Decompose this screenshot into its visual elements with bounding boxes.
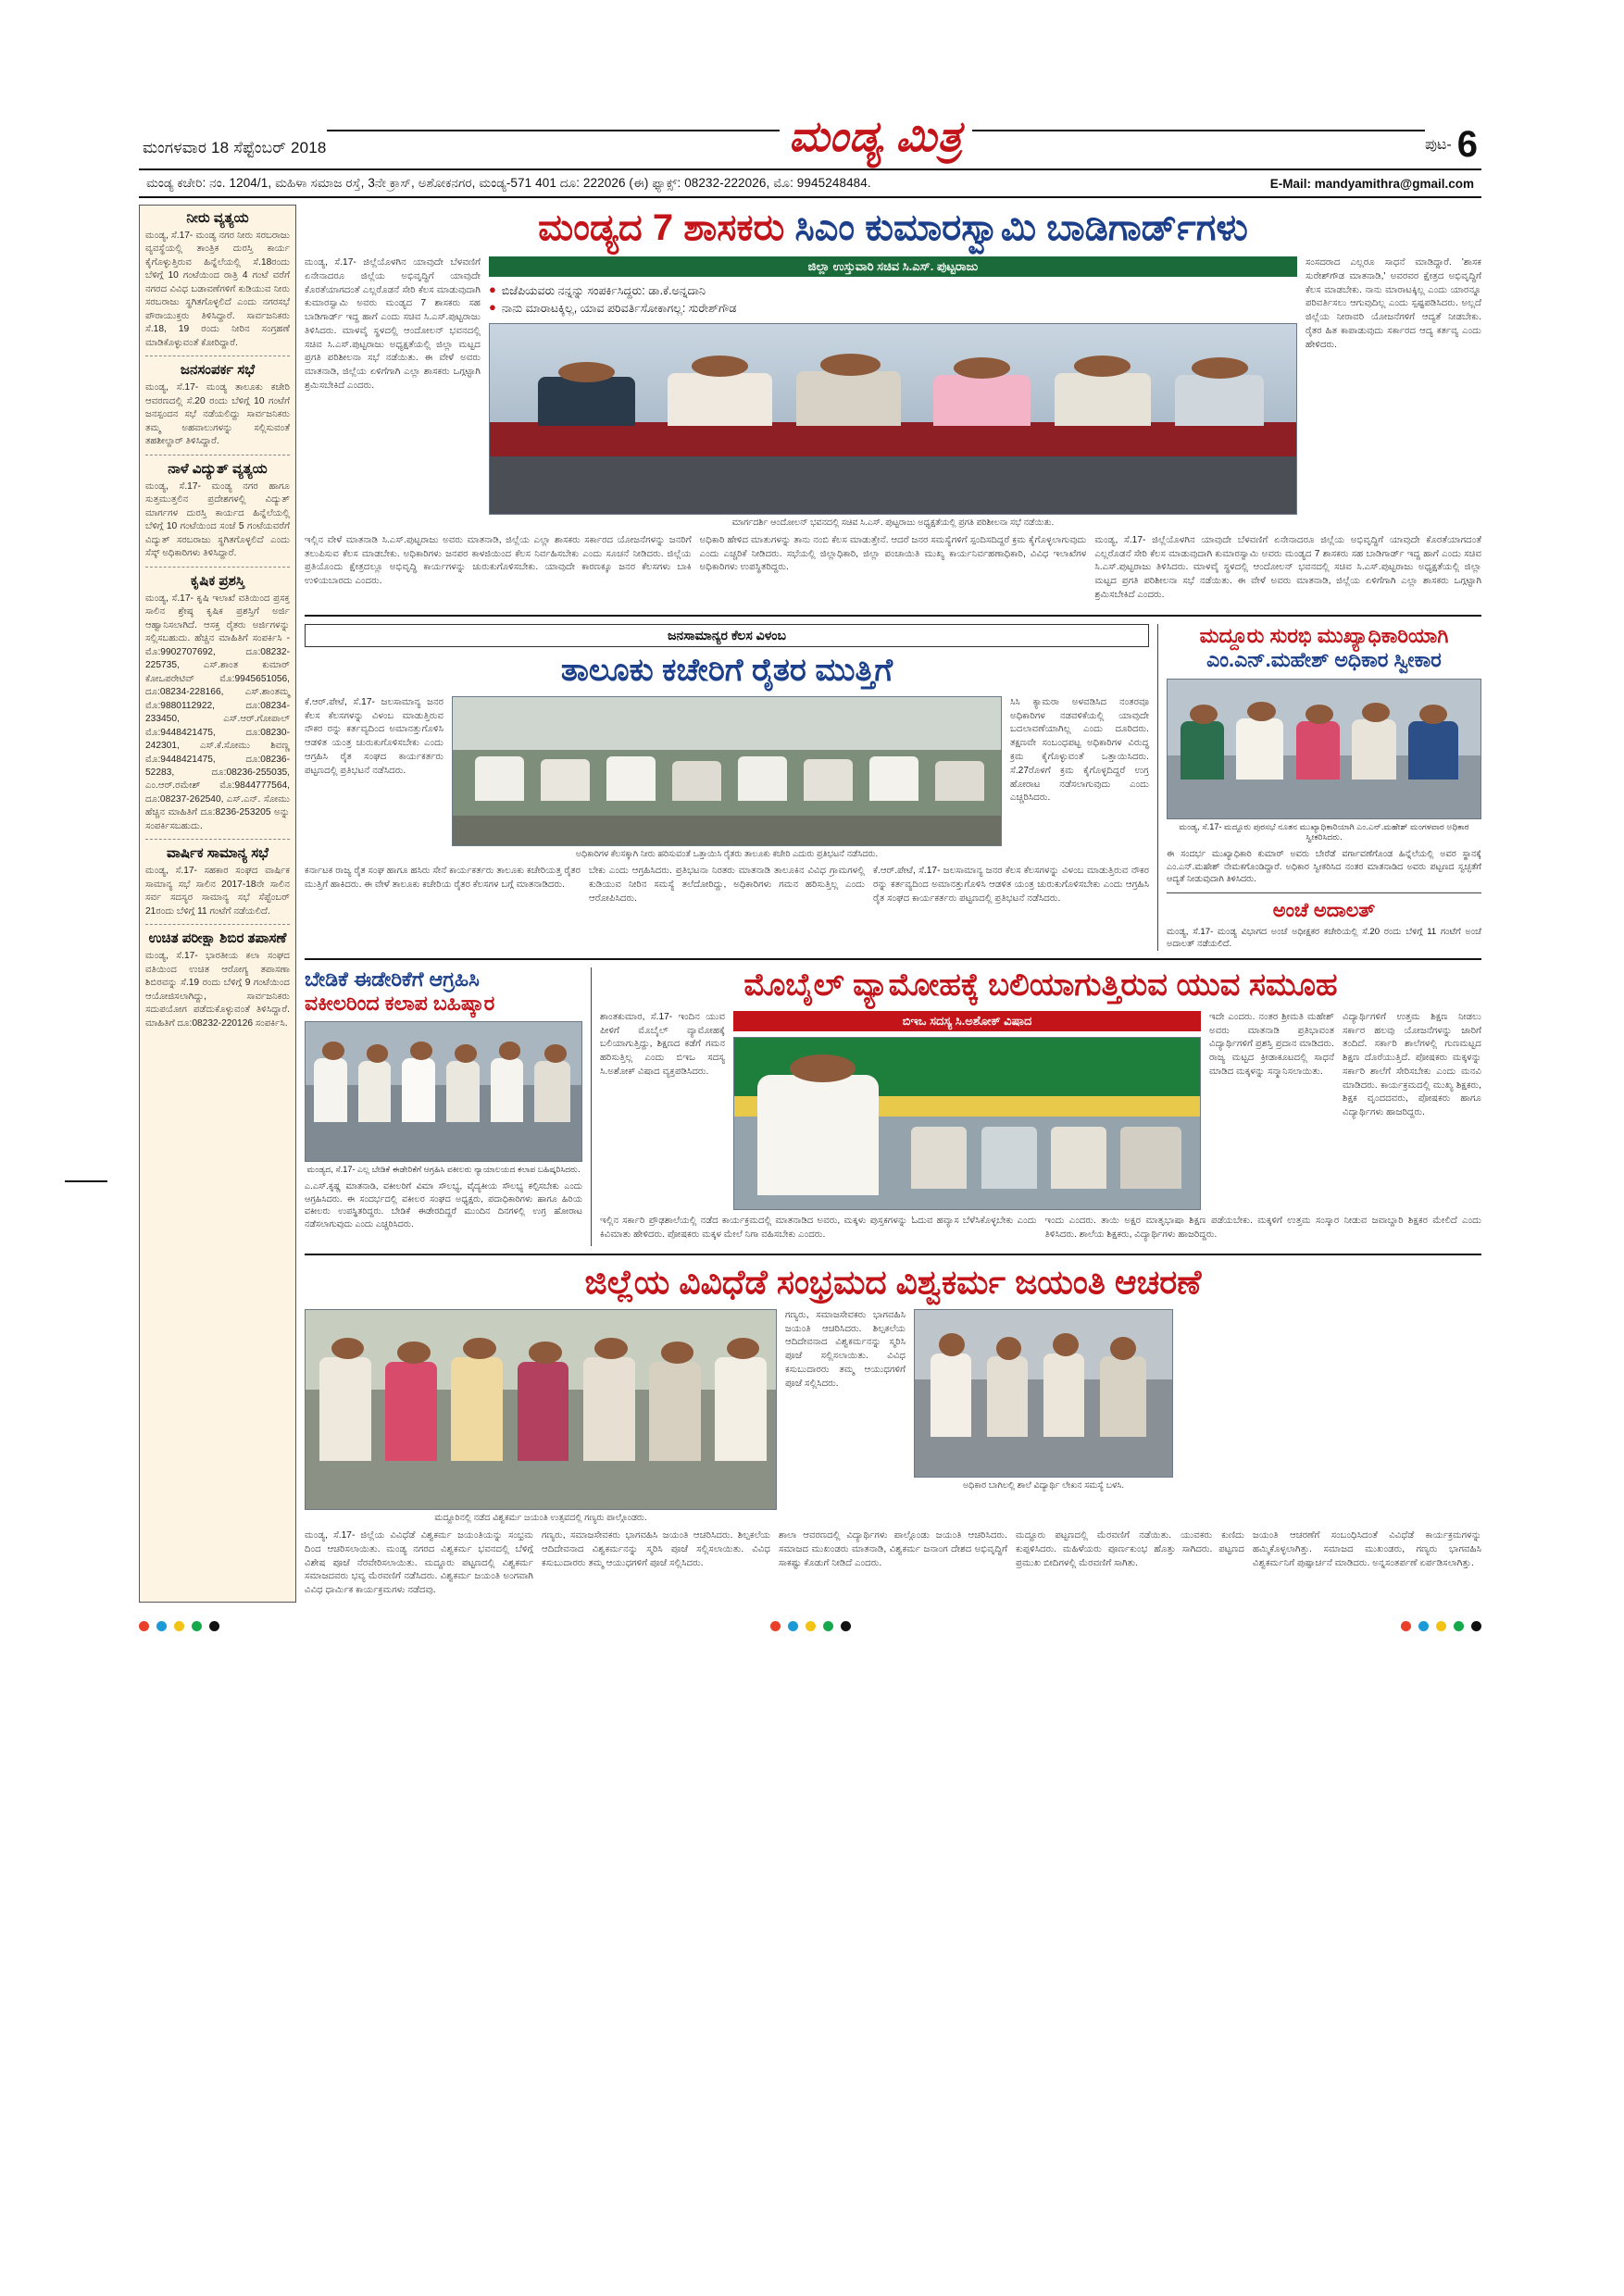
- lead-col-1: [305, 256, 481, 398]
- brief-body: ಮಂಡ್ಯ, ಸೆ.17- ಭಾರತೀಯ ಕಲಾ ಸಂಘದ ವತಿಯಿಂದ ಉಚಿತ ಆರೋಗ್ಯ ತಪಾಸಣಾ ಶಿಬಿರವನ್ನು ಸೆ.19 ರಂದು ಬೆಳಿಗ್ಗೆ 9 ಗಂಟೆಯಿಂದ ಆಯೋಜಿಸಲಾಗಿದ್ದು, ಸಾರ್ವಜನಿಕರು ಸದುಪಯೋಗ ಪಡೆದುಕೊಳ್ಳುವಂತೆ ತಿಳಿಸಿದ್ದಾರೆ. ಮಾಹಿತಿಗೆ ದೂ:08232-220126 ಸಂಪರ್ಕಿಸಿ.: [145, 951, 290, 1029]
- registration-dots-center: [770, 1612, 851, 1631]
- taluk-banner: ಜನಸಾಮಾನ್ಯರ ಕೆಲಸ ವಿಳಂಬ: [305, 624, 1149, 647]
- vishwakarma-col-a: [785, 1309, 906, 1396]
- vishwakarma-col-2-text: ಗಣ್ಯರು, ಸಮಾಜಸೇವಕರು ಭಾಗವಹಿಸಿ ಜಯಂತಿ ಆಚರಿಸಿದರು. ಶಿಲ್ಪಕಲೆಯ ಆದಿದೇವನಾದ ವಿಶ್ವಕರ್ಮನನ್ನು ಸ್ಮರಿಸಿ ಪೂಜೆ ಸಲ್ಲಿಸಲಾಯಿತು. ವಿವಿಧ ಕಸುಬುದಾರರು ತಮ್ಮ ಆಯುಧಗಳಿಗೆ ಪೂಜೆ ಸಲ್ಲಿಸಿದರು.: [542, 1530, 770, 1568]
- lead-col-1-text: ಮಂಡ್ಯ, ಸೆ.17- ಜಿಲ್ಲೆಯೊಳಗಿನ ಯಾವುದೇ ಬೆಳವಣಿಗೆ ಏನೇನಾದರೂ ಜಿಲ್ಲೆಯ ಅಭಿವೃದ್ಧಿಗೆ ಯಾವುದೇ ಕೊರತೆಯಾಗದಂತೆ ಎಲ್ಲರೊಡನೆ ಸೇರಿ ಕೆಲಸ ಮಾಡುವುದಾಗಿ ಕುಮಾರಸ್ವಾಮಿ ಅವರು ಮಂಡ್ಯದ 7 ಶಾಸಕರು ಸಹ ಬಾಡಿಗಾರ್ಡ್ ಇದ್ದ ಹಾಗೆ ಎಂದು ಸಚಿವ ಸಿ.ಎಸ್.ಪುಟ್ಟರಾಜು ತಿಳಿಸಿದರು. ಮಾಳವೈ ಸ್ಥಳದಲ್ಲಿ ಆಂದೋಲನ್ ಭವನದಲ್ಲಿ ಸಚಿವ ಸಿ.ಎಸ್.ಪುಟ್ಟರಾಜು ಅಧ್ಯಕ್ಷತೆಯಲ್ಲಿ ಜಿಲ್ಲಾ ಮಟ್ಟದ ಪ್ರಗತಿ ಪರಿಶೀಲನಾ ಸಭೆ ನಡೆಯಿತು. ಈ ವೇಳೆ ಅವರು ಮಾತನಾಡಿ, ಜಿಲ್ಲೆಯ ಏಳಿಗೆಗಾಗಿ ಎಲ್ಲಾ ಶಾಸಕರು ಒಗ್ಗಟ್ಟಾಗಿ ಶ್ರಮಿಸಬೇಕಿದೆ ಎಂದರು.: [305, 257, 481, 392]
- vishwakarma-headline: [305, 1263, 1481, 1301]
- mobile-col-2: [600, 1215, 1037, 1247]
- registration-dots-left: [139, 1612, 219, 1631]
- vishwakarma-col-a-text: ಗಣ್ಯರು, ಸಮಾಜಸೇವಕರು ಭಾಗವಹಿಸಿ ಜಯಂತಿ ಆಚರಿಸಿದರು. ಶಿಲ್ಪಕಲೆಯ ಆದಿದೇವನಾದ ವಿಶ್ವಕರ್ಮನನ್ನು ಸ್ಮರಿಸಿ ಪೂಜೆ ಸಲ್ಲಿಸಲಾಯಿತು. ವಿವಿಧ ಕಸುಬುದಾರರು ತಮ್ಮ ಆಯುಧಗಳಿಗೆ ಪೂಜೆ ಸಲ್ಲಿಸಿದರು.: [785, 1309, 906, 1389]
- lead-story: [305, 206, 1481, 607]
- brief-item: [145, 573, 290, 841]
- brief-title: ವಾರ್ಷಿಕ ಸಾಮಾನ್ಯ ಸಭೆ: [166, 845, 269, 862]
- brief-body: ಮಂಡ್ಯ, ಸೆ.17- ಕೃಷಿ ಇಲಾಖೆ ವತಿಯಿಂದ ಪ್ರಸಕ್ತ ಸಾಲಿನ ಶ್ರೇಷ್ಠ ಕೃಷಿಕ ಪ್ರಶಸ್ತಿಗೆ ಅರ್ಜಿ ಆಹ್ವಾನಿಸಲಾಗಿದೆ. ಆಸಕ್ತ ರೈತರು ಅರ್ಜಿಗಳನ್ನು ಸಲ್ಲಿಸಬಹುದು. ಹೆಚ್ಚಿನ ಮಾಹಿತಿಗೆ ಸಂಪರ್ಕಿಸಿ - ಮೊ:9902707692, ದೂ:08232-225735, ಎಸ್.ಶಾಂತ ಕುಮಾರ್ ಕೋಒಪರೇಟಿವ್ ಮೊ:9945651056, ದೂ:08234-228166, ಎಸ್.ಶಾಂತಮ್ಮ ಮೊ:9880112922, ದೂ:08234-233450, ಎಸ್.ಆರ್.ಗೋಪಾಲ್ ಮೊ:9448421475, ದೂ:08230-242301, ಎಸ್.ಕೆ.ಸೋಮು ಶಿವಣ್ಣ ಮೊ:9448421475, ದೂ:08236-52283, ದೂ:08236-255035, ಎಂ.ಆರ್.ರಮೇಶ್ ಮೊ:9844777564, ದೂ:08237-262540, ಎಸ್.ಎನ್. ಸೋಮು ಹೆಚ್ಚಿನ ಮಾಹಿತಿಗೆ ದೂ:8236-253205 ಅನ್ನು ಸಂಪರ್ಕಿಸಬಹುದು.: [145, 593, 290, 831]
- lead-bullet-item: [489, 300, 1297, 318]
- lead-col-3-text: ಅಧಿಕಾರಿ ಹೇಳಿದ ಮಾತುಗಳನ್ನು ತಾನು ನಂಬಿ ಕೆಲಸ ಮಾಡುತ್ತೇನೆ. ಆದರೆ ಜನರ ಸಮಸ್ಯೆಗಳಿಗೆ ಸ್ಪಂದಿಸದಿದ್ದರೆ ಕ್ರಮ ಕೈಗೊಳ್ಳಲಾಗುವುದು ಎಂದು ಎಚ್ಚರಿಕೆ ನೀಡಿದರು. ಸಭೆಯಲ್ಲಿ ಜಿಲ್ಲಾಧಿಕಾರಿ, ಜಿಲ್ಲಾ ಪಂಚಾಯಿತಿ ಮುಖ್ಯ ಕಾರ್ಯನಿರ್ವಹಣಾಧಿಕಾರಿ, ವಿವಿಧ ಇಲಾಖೆಗಳ ಅಧಿಕಾರಿಗಳು ಉಪಸ್ಥಿತರಿದ್ದರು.: [699, 534, 1087, 573]
- mobile-headline-text: ಮೊಬೈಲ್ ವ್ಯಾಮೋಹಕ್ಕೆ ಬಲಿಯಾಗುತ್ತಿರುವ ಯುವ ಸಮೂಹ: [743, 967, 1338, 1003]
- taluk-headline-text: ತಾಲೂಕು ಕಚೇರಿಗೆ ರೈತರ ಮುತ್ತಿಗೆ: [560, 652, 893, 688]
- brief-item: [145, 362, 290, 455]
- bedike-headline-line1: ಬೇಡಿಕೆ ಈಡೇರಿಕೆಗೆ ಆಗ್ರಹಿಸಿ: [305, 967, 480, 991]
- lead-photo-caption: ಮಾರ್ಗದರ್ಶಿ ಆಂದೋಲನ್ ಭವನದಲ್ಲಿ ಸಚಿವ ಸಿ.ಎಸ್. ಪುಟ್ಟರಾಜು ಅಧ್ಯಕ್ಷತೆಯಲ್ಲಿ ಪ್ರಗತಿ ಪರಿಶೀಲನಾ ಸಭೆ ನಡೆಯಿತು.: [731, 517, 1055, 528]
- mahesh-headline-line2: ಎಂ.ಎನ್.ಮಹೇಶ್ ಅಧಿಕಾರ ಸ್ವೀಕಾರ: [1206, 648, 1442, 672]
- mobile-col-3-text: ಇಂದು ಎಂದರು. ತಾಯಿ ಅಕ್ಷರ ಮಾತೃಭಾಷಾ ಶಿಕ್ಷಣ ಪಡೆಯಬೇಕು. ಮಕ್ಕಳಿಗೆ ಉತ್ತಮ ಸಂಸ್ಕಾರ ನೀಡುವ ಜವಾಬ್ದಾರಿ ಶಿಕ್ಷಕರ ಮೇಲಿದೆ ಎಂದು ತಿಳಿಸಿದರು. ಶಾಲೆಯ ಶಿಕ್ಷಕರು, ವಿದ್ಯಾರ್ಥಿಗಳು ಹಾಜರಿದ್ದರು.: [1044, 1215, 1481, 1240]
- page-body: [139, 205, 1481, 1603]
- vishwakarma-col-3-text: ಶಾಲಾ ಆವರಣದಲ್ಲಿ ವಿದ್ಯಾರ್ಥಿಗಳು ಪಾಲ್ಗೊಂಡು ಜಯಂತಿ ಆಚರಿಸಿದರು. ಸಮಾಜದ ಮುಖಂಡರು ಮಾತನಾಡಿ, ವಿಶ್ವಕರ್ಮ ಜನಾಂಗ ದೇಶದ ಅಭಿವೃದ್ಧಿಗೆ ಸಾಕಷ್ಟು ಕೊಡುಗೆ ನೀಡಿದೆ ಎಂದರು.: [779, 1530, 1007, 1568]
- mobile-col-1: [600, 1011, 725, 1084]
- vishwakarma-col-4-text: ಮದ್ದೂರು ಪಟ್ಟಣದಲ್ಲಿ ಮೆರವಣಿಗೆ ನಡೆಯಿತು. ಯುವಕರು ಕುಣಿದು ಕುಪ್ಪಳಿಸಿದರು. ಮಹಿಳೆಯರು ಪೂರ್ಣಕುಂಭ ಹೊತ್ತು ಸಾಗಿದರು. ಪಟ್ಟಣದ ಪ್ರಮುಖ ಬೀದಿಗಳಲ್ಲಿ ಮೆರವಣಿಗೆ ಸಾಗಿತು.: [1016, 1530, 1244, 1568]
- lead-bullet-item: [489, 282, 1297, 300]
- page-indicator: [1424, 124, 1478, 165]
- story-taluk: [305, 624, 1149, 951]
- masthead-center: [327, 111, 1425, 163]
- brief-title: ಕೃಷಿಕ ಪ್ರಶಸ್ತಿ: [190, 572, 245, 589]
- taluk-col-2-text: ಕರ್ನಾಟಕ ರಾಜ್ಯ ರೈತ ಸಂಘ ಹಾಗೂ ಹಸಿರು ಸೇನೆ ಕಾರ್ಯಕರ್ತರು ತಾಲೂಕು ಕಚೇರಿಯತ್ತ ರೈತರ ಮುತ್ತಿಗೆ ಹಾಕಿದರು. ಈ ವೇಳೆ ತಾಲೂಕು ಕಚೇರಿಯ ರೈತರ ಕೆಲಸಗಳ ಬಗ್ಗೆ ಮಾತನಾಡಿದರು.: [305, 866, 581, 890]
- lead-col-5-text: ಮಂಡ್ಯ, ಸೆ.17- ಜಿಲ್ಲೆಯೊಳಗಿನ ಯಾವುದೇ ಬೆಳವಣಿಗೆ ಏನೇನಾದರೂ ಜಿಲ್ಲೆಯ ಅಭಿವೃದ್ಧಿಗೆ ಯಾವುದೇ ಕೊರತೆಯಾಗದಂತೆ ಎಲ್ಲರೊಡನೆ ಸೇರಿ ಕೆಲಸ ಮಾಡುವುದಾಗಿ ಕುಮಾರಸ್ವಾಮಿ ಅವರು ಮಂಡ್ಯದ 7 ಶಾಸಕರು ಸಹ ಬಾಡಿಗಾರ್ಡ್ ಇದ್ದ ಹಾಗೆ ಎಂದು ಸಚಿವ ಸಿ.ಎಸ್.ಪುಟ್ಟರಾಜು ತಿಳಿಸಿದರು. ಮಾಳವೈ ಸ್ಥಳದಲ್ಲಿ ಆಂದೋಲನ್ ಭವನದಲ್ಲಿ ಸಚಿವ ಸಿ.ಎಸ್.ಪುಟ್ಟರಾಜು ಅಧ್ಯಕ್ಷತೆಯಲ್ಲಿ ಜಿಲ್ಲಾ ಮಟ್ಟದ ಪ್ರಗತಿ ಪರಿಶೀಲನಾ ಸಭೆ ನಡೆಯಿತು. ಈ ವೇಳೆ ಅವರು ಮಾತನಾಡಿ, ಜಿಲ್ಲೆಯ ಏಳಿಗೆಗಾಗಿ ಎಲ್ಲಾ ಶಾಸಕರು ಒಗ್ಗಟ್ಟಾಗಿ ಶ್ರಮಿಸಬೇಕಿದೆ ಎಂದರು.: [1094, 534, 1482, 600]
- taluk-col-2: [305, 865, 581, 910]
- brief-body: ಮಂಡ್ಯ, ಸೆ.17- ಸಹಕಾರ ಸಂಘದ ವಾರ್ಷಿಕ ಸಾಮಾನ್ಯ ಸಭೆ ಸಾಲಿನ 2017-18ನೇ ಸಾಲಿನ ಸರ್ವ ಸದಸ್ಯರ ಸಾಮಾನ್ಯ ಸಭೆ ಸೆಪ್ಟೆಂಬರ್ 21ರಂದು ಬೆಳಿಗ್ಗೆ 11 ಗಂಟೆಗೆ ನಡೆಯಲಿದೆ.: [145, 866, 290, 917]
- mobile-headline: [600, 967, 1481, 1004]
- vishwakarma-headline-text: ಜಿಲ್ಲೆಯ ವಿವಿಧೆಡೆ ಸಂಭ್ರಮದ ವಿಶ್ವಕರ್ಮ ಜಯಂತಿ ಆಚರಣೆ: [584, 1263, 1202, 1302]
- taluk-col-3-text: ಬೇಕು ಎಂದು ಆಗ್ರಹಿಸಿದರು. ಪ್ರತಿಭಟನಾ ನಿರತರು ಮಾತನಾಡಿ ತಾಲೂಕಿನ ವಿವಿಧ ಗ್ರಾಮಗಳಲ್ಲಿ ಕುಡಿಯುವ ನೀರಿನ ಸಮಸ್ಯೆ ತಲೆದೋರಿದ್ದು, ಅಧಿಕಾರಿಗಳು ಗಮನ ಹರಿಸುತ್ತಿಲ್ಲ ಎಂದು ಆರೋಪಿಸಿದರು.: [589, 866, 865, 904]
- section-divider: [305, 615, 1481, 617]
- vishwakarma-col-3: [779, 1529, 1007, 1603]
- brief-body: ಮಂಡ್ಯ, ಸೆ.17- ಮಂಡ್ಯ ನಗರ ಹಾಗೂ ಸುತ್ತಮುತ್ತಲಿನ ಪ್ರದೇಶಗಳಲ್ಲಿ ವಿದ್ಯುತ್ ಮಾರ್ಗಗಳ ದುರಸ್ತಿ ಕಾರ್ಯದ ಹಿನ್ನೆಲೆಯಲ್ಲಿ ಬೆಳಿಗ್ಗೆ 10 ಗಂಟೆಯಿಂದ ಸಂಜೆ 5 ಗಂಟೆಯವರೆಗೆ ವಿದ್ಯುತ್ ಸರಬರಾಜು ಸ್ಥಗಿತಗೊಳ್ಳಲಿದೆ ಎಂದು ಸೆಸ್ಕ್ ಅಧಿಕಾರಿಗಳು ತಿಳಿಸಿದ್ದಾರೆ.: [145, 480, 290, 559]
- taluk-photo-caption: ಅಧಿಕಾರಿಗಳ ಕೆಲಸಕ್ಕಾಗಿ ನೀರು ಹರಿಸುವಂತೆ ಒತ್ತಾಯಿಸಿ ರೈತರು ತಾಲೂಕು ಕಚೇರಿ ಎದುರು ಪ್ರತಿಭಟನೆ ನಡೆಸಿದರು.: [575, 848, 879, 859]
- publication-date: ಮಂಗಳವಾರ 18 ಸೆಪ್ಟೆಂಬರ್ 2018: [143, 139, 327, 156]
- vishwakarma-photo-right-block: [914, 1309, 1173, 1491]
- vishwakarma-col-1: [305, 1529, 533, 1603]
- lead-headline-part2: ಸಿಎಂ ಕುಮಾರಸ್ವಾಮಿ ಬಾಡಿಗಾರ್ಡ್‌ಗಳು: [794, 207, 1248, 248]
- lead-bullet-text: ಬಿಜೆಪಿಯವರು ನನ್ನನ್ನು ಸಂಪರ್ಕಿಸಿದ್ದರು: ಡಾ.ಕೆ.ಅನ್ನದಾನಿ: [501, 284, 706, 297]
- lead-photo: [489, 323, 1297, 515]
- mobile-col-1-text: ಶಾಂತಕುಮಾರ, ಸೆ.17- ಇಂದಿನ ಯುವ ಪೀಳಿಗೆ ಮೊಬೈಲ್ ವ್ಯಾಮೋಹಕ್ಕೆ ಬಲಿಯಾಗುತ್ತಿದ್ದು, ಶಿಕ್ಷಣದ ಕಡೆಗೆ ಗಮನ ಹರಿಸುತ್ತಿಲ್ಲ ಎಂದು ಬಿಇಒ ಸದಸ್ಯ ಸಿ.ಅಶೋಕ್ ವಿಷಾದ ವ್ಯಕ್ತಪಡಿಸಿದರು.: [600, 1011, 725, 1077]
- mobile-photo-block: [733, 1011, 1201, 1210]
- story-mahesh: [1157, 624, 1481, 951]
- story-vishwakarma: [305, 1263, 1481, 1603]
- bedike-photo-caption: ಮಂಡ್ಯದ, ಸೆ.17- ಎಲ್ಲ ಬೇಡಿಕೆ ಈಡೇರಿಕೆಗೆ ಆಗ್ರಹಿಸಿ ವಕೀಲರು ನ್ಯಾಯಾಲಯದ ಕಲಾಪ ಬಹಿಷ್ಕರಿಸಿದರು.: [306, 1165, 581, 1175]
- lead-col-4: [1305, 256, 1481, 356]
- newspaper-title: ಮಂಡ್ಯ ಮಿತ್ರ: [788, 112, 963, 160]
- mobile-col-4-text: ಇದೇ ಎಂದರು. ನಂತರ ಶ್ರೀಮತಿ ಮಹೇಶ್ ಅವರು ಮಾತನಾಡಿ ಪ್ರತಿಭಾವಂತ ವಿದ್ಯಾರ್ಥಿಗಳಿಗೆ ಪ್ರಶಸ್ತಿ ಪ್ರದಾನ ಮಾಡಿದರು. ರಾಜ್ಯ ಮಟ್ಟದ ಕ್ರೀಡಾಕೂಟದಲ್ಲಿ ಸಾಧನೆ ಮಾಡಿದ ಮಕ್ಕಳನ್ನು ಸನ್ಮಾನಿಸಲಾಯಿತು.: [1209, 1011, 1334, 1077]
- taluk-col-1-text: ಕೆ.ಆರ್.ಪೇಟೆ, ಸೆ.17- ಜಲಸಾಮಾನ್ಯ ಜನರ ಕೆಲಸ ಕೆಲಸಗಳನ್ನು ವಿಳಂಬ ಮಾಡುತ್ತಿರುವ ನೌಕರ ರನ್ನು ಕರ್ತವ್ಯದಿಂದ ಅಮಾನತ್ತುಗೊಳಿಸಿ ಆಡಳಿತ ಯಂತ್ರ ಚುರುಕುಗೊಳಿಸಬೇಕು ಎಂದು ಆಗ್ರಹಿಸಿ ರೈತ ಸಂಘದ ಕಾರ್ಯಕರ್ತರು ಪಟ್ಟಣದಲ್ಲಿ ಪ್ರತಿಭಟನೆ ನಡೆಸಿದರು.: [305, 696, 443, 776]
- brief-title: ಜನಸಂಪರ್ಕ ಸಭೆ: [180, 362, 256, 379]
- story-bedike: [305, 967, 582, 1247]
- mobile-col-2-text: ಇಲ್ಲಿನ ಸರ್ಕಾರಿ ಪ್ರೌಢಶಾಲೆಯಲ್ಲಿ ನಡೆದ ಕಾರ್ಯಕ್ರಮದಲ್ಲಿ ಮಾತನಾಡಿದ ಅವರು, ಮಕ್ಕಳು ಪುಸ್ತಕಗಳನ್ನು ಓದುವ ಹವ್ಯಾಸ ಬೆಳೆಸಿಕೊಳ್ಳಬೇಕು ಎಂದು ಕಿವಿಮಾತು ಹೇಳಿದರು. ಪೋಷಕರು ಮಕ್ಕಳ ಮೇಲೆ ನಿಗಾ ವಹಿಸಬೇಕು ಎಂದರು.: [600, 1215, 1037, 1240]
- bullet-dot-icon: ●: [489, 299, 496, 314]
- masthead-rule-right: [972, 130, 1425, 131]
- mahesh-body: ಈ ಸಂದರ್ಭ ಮುಖ್ಯಾಧಿಕಾರಿ ಕುಮಾರ್ ಅವರು ಬೇರೆಡೆ ವರ್ಗಾವಣೆಗೊಂಡ ಹಿನ್ನೆಲೆಯಲ್ಲಿ ಅವರ ಸ್ಥಾನಕ್ಕೆ ಎಂ.ಎನ್.ಮಹೇಶ್ ನೇಮಕಗೊಂಡಿದ್ದಾರೆ. ಅಧಿಕಾರ ಸ್ವೀಕರಿಸಿದ ನಂತರ ಮಾತನಾಡಿದ ಅವರು ಪಟ್ಟಣದ ಸ್ವಚ್ಛತೆಗೆ ಆದ್ಯತೆ ನೀಡುವುದಾಗಿ ತಿಳಿಸಿದರು.: [1167, 849, 1481, 885]
- section-divider-2: [305, 958, 1481, 960]
- mobile-col-4: [1209, 1011, 1334, 1084]
- mahesh-headline: [1167, 624, 1481, 673]
- mobile-col-3: [1045, 1215, 1482, 1247]
- vishwakarma-col-5-text: ಜಯಂತಿ ಆಚರಣೆಗೆ ಸಂಬಂಧಿಸಿದಂತೆ ವಿವಿಧೆಡೆ ಕಾರ್ಯಕ್ರಮಗಳನ್ನು ಹಮ್ಮಿಕೊಳ್ಳಲಾಗಿತ್ತು. ಸಮಾಜದ ಮುಖಂಡರು, ಗಣ್ಯರು ಭಾಗವಹಿಸಿ ವಿಶ್ವಕರ್ಮನಿಗೆ ಪುಷ್ಪಾರ್ಚನೆ ಮಾಡಿದರು. ಅನ್ನಸಂತರ್ಪಣೆ ಏರ್ಪಡಿಸಲಾಗಿತ್ತು.: [1253, 1530, 1481, 1568]
- story-mobile: [591, 967, 1481, 1247]
- lead-center-block: [489, 256, 1297, 529]
- brief-item: [145, 930, 290, 1036]
- lead-col-4-text: ಸಂಸದರಾದ ಎಲ್ಲರೂ ಸಾಧನೆ ಮಾಡಿದ್ದಾರೆ. 'ಶಾಸಕ ಸುರೇಶ್‌ಗೌಡ ಮಾತನಾಡಿ,' ಅವರವರ ಕ್ಷೇತ್ರದ ಅಭಿವೃದ್ಧಿಗೆ ಕೆಲಸ ಮಾಡಬೇಕು. ನಾನು ಮಾರಾಟಕ್ಕಿಲ್ಲ ಎಂದು ಯಾರನ್ನೂ ಪರಿವರ್ತಿಸಲು ಆಗುವುದಿಲ್ಲ ಎಂದು ಸ್ಪಷ್ಟಪಡಿಸಿದರು. ಅಲ್ಲದೆ ಜಿಲ್ಲೆಯ ನೀರಾವರಿ ಯೋಜನೆಗಳಿಗೆ ಆದ್ಯತೆ ನೀಡಬೇಕು. ರೈತರ ಹಿತ ಕಾಪಾಡುವುದು ಸರ್ಕಾರದ ಆದ್ಯ ಕರ್ತವ್ಯ ಎಂದು ಹೇಳಿದರು.: [1305, 257, 1481, 350]
- taluk-col-1: [305, 696, 443, 783]
- mahesh-photo: [1167, 679, 1481, 819]
- vishwakarma-col-5: [1253, 1529, 1481, 1603]
- vishwakarma-col-4: [1016, 1529, 1244, 1603]
- lead-bullets: [489, 282, 1297, 318]
- vishwakarma-photo-right: [914, 1309, 1173, 1478]
- anche-headline: [1167, 900, 1481, 922]
- left-briefs-rail: [139, 205, 296, 1603]
- lead-col-3: [700, 534, 1087, 607]
- mobile-col-right-text: ವಿದ್ಯಾರ್ಥಿಗಳಿಗೆ ಉತ್ತಮ ಶಿಕ್ಷಣ ನೀಡಲು ಸರ್ಕಾರ ಹಲವು ಯೋಜನೆಗಳನ್ನು ಜಾರಿಗೆ ತಂದಿದೆ. ಸರ್ಕಾರಿ ಶಾಲೆಗಳಲ್ಲಿ ಗುಣಮಟ್ಟದ ಶಿಕ್ಷಣ ದೊರೆಯುತ್ತಿದೆ. ಪೋಷಕರು ಮಕ್ಕಳನ್ನು ಸರ್ಕಾರಿ ಶಾಲೆಗೆ ಸೇರಿಸಬೇಕು ಎಂದು ಮನವಿ ಮಾಡಿದರು. ಕಾರ್ಯಕ್ರಮದಲ್ಲಿ ಮುಖ್ಯ ಶಿಕ್ಷಕರು, ಶಿಕ್ಷಕ ವೃಂದದವರು, ಪೋಷಕರು ಹಾಗೂ ವಿದ್ಯಾರ್ಥಿಗಳು ಹಾಜರಿದ್ದರು.: [1343, 1011, 1481, 1118]
- brief-body: ಮಂಡ್ಯ, ಸೆ.17- ಮಂಡ್ಯ ತಾಲೂಕು ಕಚೇರಿ ಆವರಣದಲ್ಲಿ ಸೆ.20 ರಂದು ಬೆಳಿಗ್ಗೆ 10 ಗಂಟೆಗೆ ಜನಸ್ಪಂದನ ಸಭೆ ನಡೆಯಲಿದ್ದು ಸಾರ್ವಜನಿಕರು ತಮ್ಮ ಅಹವಾಲುಗಳನ್ನು ಸಲ್ಲಿಸುವಂತೆ ತಹಶೀಲ್ದಾರ್ ತಿಳಿಸಿದ್ದಾರೆ.: [145, 382, 290, 447]
- section-divider-3: [305, 1254, 1481, 1255]
- mahesh-photo-caption: ಮಂಡ್ಯ, ಸೆ.17- ಮದ್ದೂರು ಪುರಸಭೆ ನೂತನ ಮುಖ್ಯಾಧಿಕಾರಿಯಾಗಿ ಎಂ.ಎನ್.ಮಹೇಶ್ ಮಂಗಳವಾರ ಅಧಿಕಾರ ಸ್ವೀಕರಿಸಿದರು.: [1179, 821, 1469, 842]
- brief-item: [145, 210, 290, 356]
- brief-title: ಉಚಿತ ಪರೀಕ್ಷಾ ಶಿಬಿರ ತಪಾಸಣೆ: [148, 930, 287, 947]
- page-number: 6: [1456, 124, 1478, 165]
- crop-mark-left: [65, 1180, 107, 1182]
- mobile-kicker: ಬಿಇಒ ಸದಸ್ಯ ಸಿ.ಅಶೋಕ್ ವಿಷಾದ: [733, 1011, 1201, 1031]
- third-section: [305, 967, 1481, 1247]
- taluk-photo-block: [452, 696, 1002, 860]
- mahesh-headline-line1: ಮದ್ದೂರು ಸುರಭಿ ಮುಖ್ಯಾಧಿಕಾರಿಯಾಗಿ: [1199, 623, 1449, 647]
- anche-headline-text: ಅಂಚೆ ಅದಾಲತ್: [1272, 899, 1376, 921]
- page-label: ಪುಟ-: [1424, 137, 1452, 153]
- taluk-col-5: [873, 865, 1149, 910]
- taluk-col-4: [1010, 696, 1149, 810]
- lead-headline-part1: ಮಂಡ್ಯದ 7 ಶಾಸಕರು: [538, 207, 785, 248]
- brief-item: [145, 845, 290, 925]
- bedike-photo: [305, 1021, 582, 1162]
- bullet-dot-icon: ●: [489, 282, 496, 296]
- mobile-col-right: [1343, 1011, 1481, 1125]
- vishwakarma-photo-left-block: [305, 1309, 777, 1524]
- page-sheet: [139, 111, 1481, 1631]
- lead-headline: [305, 206, 1481, 249]
- brief-body: ಮಂಡ್ಯ, ಸೆ.17- ಮಂಡ್ಯ ನಗರ ನೀರು ಸರಬರಾಜು ವ್ಯವಸ್ಥೆಯಲ್ಲಿ ತಾಂತ್ರಿಕ ದುರಸ್ತಿ ಕಾರ್ಯ ಕೈಗೊಳ್ಳುತ್ತಿರುವ ಹಿನ್ನೆಲೆಯಲ್ಲಿ ಸೆ.18ರಂದು ಬೆಳಿಗ್ಗೆ 10 ಗಂಟೆಯಿಂದ ರಾತ್ರಿ 4 ಗಂಟೆ ವರೆಗೆ ನಗರದ ವಿವಿಧ ಬಡಾವಣೆಗಳಿಗೆ ಕುಡಿಯುವ ನೀರು ಸರಬರಾಜು ಸ್ಥಗಿತಗೊಳ್ಳಲಿದೆ ಎಂದು ನಗರಸಭೆ ಪೌರಾಯುಕ್ತರು ತಿಳಿಸಿದ್ದಾರೆ. ಸಾರ್ವಜನಿಕರು ಸೆ.18, 19 ರಂದು ನೀರಿನ ಸಂಗ್ರಹಣೆ ಮಾಡಿಕೊಳ್ಳುವಂತೆ ಕೋರಿದ್ದಾರೆ.: [145, 231, 290, 348]
- registration-marks: [139, 1612, 1481, 1631]
- taluk-headline: [305, 653, 1149, 689]
- taluk-photo: [452, 696, 1002, 846]
- taluk-col-3: [589, 865, 865, 910]
- vishwakarma-photo-left: [305, 1309, 777, 1510]
- lead-col-5: [1094, 534, 1481, 607]
- vishwakarma-col-2: [542, 1529, 770, 1603]
- anche-body: ಮಂಡ್ಯ, ಸೆ.17- ಮಂಡ್ಯ ವಿಭಾಗದ ಅಂಚೆ ಅಧೀಕ್ಷಕರ ಕಚೇರಿಯಲ್ಲಿ ಸೆ.20 ರಂದು ಬೆಳಿಗ್ಗೆ 11 ಗಂಟೆಗೆ ಅಂಚೆ ಅದಾಲತ್ ನಡೆಯಲಿದೆ.: [1167, 926, 1481, 950]
- brief-title: ನಾಳೆ ವಿದ್ಯುತ್ ವ್ಯತ್ಯಯ: [168, 460, 268, 477]
- lead-col-2-text: ಇಲ್ಲಿನ ವೇಳೆ ಮಾತನಾಡಿ ಸಿ.ಎಸ್.ಪುಟ್ಟರಾಜು ಅವರು ಮಾತನಾಡಿ, ಜಿಲ್ಲೆಯ ಎಲ್ಲಾ ಶಾಸಕರು ಸರ್ಕಾರದ ಯೋಜನೆಗಳನ್ನು ಜನರಿಗೆ ತಲುಪಿಸುವ ಕೆಲಸ ಮಾಡಬೇಕು. ಅಧಿಕಾರಿಗಳು ಜನಪರ ಕಾಳಜಿಯಿಂದ ಕೆಲಸ ನಿರ್ವಹಿಸಬೇಕು ಎಂದು ಸೂಚನೆ ನೀಡಿದರು. ಜಿಲ್ಲೆಯ ಪ್ರತಿಯೊಂದು ಕ್ಷೇತ್ರದಲ್ಲೂ ಅಭಿವೃದ್ಧಿ ಕಾರ್ಯಗಳನ್ನು ಚುರುಕುಗೊಳಿಸಬೇಕು. ಯಾವುದೇ ಕಾರಣಕ್ಕೂ ಜನರ ಕೆಲಸಗಳು ಬಾಕಿ ಉಳಿಯಬಾರದು ಎಂದರು.: [305, 534, 692, 587]
- lead-kicker: ಜಿಲ್ಲಾ ಉಸ್ತುವಾರಿ ಸಚಿವ ಸಿ.ಎಸ್. ಪುಟ್ಟರಾಜು: [489, 256, 1297, 277]
- masthead: [139, 111, 1481, 168]
- brief-item: [145, 461, 290, 568]
- vishwakarma-col-1-text: ಮಂಡ್ಯ, ಸೆ.17- ಜಿಲ್ಲೆಯ ವಿವಿಧೆಡೆ ವಿಶ್ವಕರ್ಮ ಜಯಂತಿಯನ್ನು ಸಂಭ್ರಮ ದಿಂದ ಆಚರಿಸಲಾಯಿತು. ಮಂಡ್ಯ ನಗರದ ವಿಶ್ವಕರ್ಮ ಭವನದಲ್ಲಿ ಬೆಳಿಗ್ಗೆ ವಿಶೇಷ ಪೂಜೆ ನೆರವೇರಿಸಲಾಯಿತು. ಮದ್ದೂರು ಪಟ್ಟಣದಲ್ಲಿ ವಿಶ್ವಕರ್ಮ ಸಮಾಜದವರು ಭವ್ಯ ಮೆರವಣಿಗೆ ನಡೆಸಿದರು. ವಿಶ್ವಕರ್ಮ ಜಯಂತಿ ಅಂಗವಾಗಿ ವಿವಿಧ ಧಾರ್ಮಿಕ ಕಾರ್ಯಕ್ರಮಗಳು ನಡೆದವು.: [305, 1530, 533, 1596]
- mobile-photo: [733, 1037, 1201, 1210]
- registration-dots-right: [1401, 1612, 1481, 1631]
- brief-title: ನೀರು ವ್ಯತ್ಯಯ: [186, 210, 249, 226]
- lead-bullet-text: ನಾನು ಮಾರಾಟಕ್ಕಿಲ್ಲ, ಯಾವ ಪರಿವರ್ತಿಸೋಕಾಗಲ್ಲ: ಸುರೇಶ್‌ಗೌಡ: [501, 301, 737, 315]
- masthead-rule-left: [327, 130, 780, 131]
- vishwakarma-caption-right: ಅಧಿಕಾರ ಬಾಗಿಲಲ್ಲಿ ಶಾಲೆ ವಿದ್ಯಾರ್ಥಿ ಲೇಖನ ಸಮಸ್ಯೆ ಬಳಸಿ.: [963, 1479, 1124, 1491]
- vishwakarma-caption-left: ಮದ್ದೂರಿನಲ್ಲಿ ನಡೆದ ವಿಶ್ವಕರ್ಮ ಜಯಂತಿ ಉತ್ಸವದಲ್ಲಿ ಗಣ್ಯರು ಪಾಲ್ಗೊಂಡರು.: [434, 1512, 647, 1523]
- second-section: [305, 624, 1481, 951]
- lead-col-2: [305, 534, 692, 607]
- address-bar: [139, 168, 1481, 198]
- email-address[interactable]: E-Mail: mandyamithra@gmail.com: [1269, 176, 1474, 191]
- bedike-body: ಎ.ಎಸ್.ಕೃಷ್ಣ ಮಾತನಾಡಿ, ವಕೀಲರಿಗೆ ವಿಮಾ ಸೌಲಭ್ಯ, ವೈದ್ಯಕೀಯ ಸೌಲಭ್ಯ ಕಲ್ಪಿಸಬೇಕು ಎಂದು ಆಗ್ರಹಿಸಿದರು. ಈ ಸಂದರ್ಭದಲ್ಲಿ ವಕೀಲರ ಸಂಘದ ಅಧ್ಯಕ್ಷರು, ಪದಾಧಿಕಾರಿಗಳು ಹಾಗೂ ಹಿರಿಯ ವಕೀಲರು ಉಪಸ್ಥಿತರಿದ್ದರು. ಬೇಡಿಕೆ ಈಡೇರದಿದ್ದರೆ ಮುಂದಿನ ದಿನಗಳಲ್ಲಿ ಉಗ್ರ ಹೋರಾಟ ನಡೆಸಲಾಗುವುದು ಎಂದು ಎಚ್ಚರಿಸಿದರು.: [305, 1181, 582, 1229]
- taluk-col-5-text: ಕೆ.ಆರ್.ಪೇಟೆ, ಸೆ.17- ಜಲಸಾಮಾನ್ಯ ಜನರ ಕೆಲಸ ಕೆಲಸಗಳನ್ನು ವಿಳಂಬ ಮಾಡುತ್ತಿರುವ ನೌಕರ ರನ್ನು ಕರ್ತವ್ಯದಿಂದ ಅಮಾನತ್ತುಗೊಳಿಸಿ ಆಡಳಿತ ಯಂತ್ರ ಚುರುಕುಗೊಳಿಸಬೇಕು ಎಂದು ಆಗ್ರಹಿಸಿ ರೈತ ಸಂಘದ ಕಾರ್ಯಕರ್ತರು ಪಟ್ಟಣದಲ್ಲಿ ಪ್ರತಿಭಟನೆ ನಡೆಸಿದರು.: [873, 866, 1149, 904]
- bedike-headline-line2: ವಕೀಲರಿಂದ ಕಲಾಪ ಬಹಿಷ್ಕಾರ: [305, 992, 495, 1016]
- office-address: ಮಂಡ್ಯ ಕಚೇರಿ: ನಂ. 1204/1, ಮಹಿಳಾ ಸಮಾಜ ರಸ್ತೆ, 3ನೇ ಕ್ರಾಸ್, ಅಶೋಕನಗರ, ಮಂಡ್ಯ-571 401 ದೂ: 222026 (ಈ) ಫ್ಯಾಕ್ಸ್: 08232-222026, ಮೊ: 9945248484.: [146, 176, 871, 190]
- main-content: [305, 205, 1481, 1603]
- bedike-headline: [305, 967, 582, 1017]
- taluk-col-4-text: ಸಿಸಿ ಕ್ಯಾಮರಾ ಅಳವಡಿಸಿದ ನಂತರವೂ ಅಧಿಕಾರಿಗಳ ನಡವಳಿಕೆಯಲ್ಲಿ ಯಾವುದೇ ಬದಲಾವಣೆಯಾಗಿಲ್ಲ ಎಂದು ದೂರಿದರು. ತಕ್ಷಣವೇ ಸಂಬಂಧಪಟ್ಟ ಅಧಿಕಾರಿಗಳ ವಿರುದ್ಧ ಕ್ರಮ ಕೈಗೊಳ್ಳುವಂತೆ ಒತ್ತಾಯಿಸಿದರು. ಸೆ.27ರೊಳಗೆ ಕ್ರಮ ಕೈಗೊಳ್ಳದಿದ್ದರೆ ಉಗ್ರ ಹೋರಾಟ ನಡೆಸಲಾಗುವುದು ಎಂದು ಎಚ್ಚರಿಸಿದರು.: [1010, 696, 1149, 804]
